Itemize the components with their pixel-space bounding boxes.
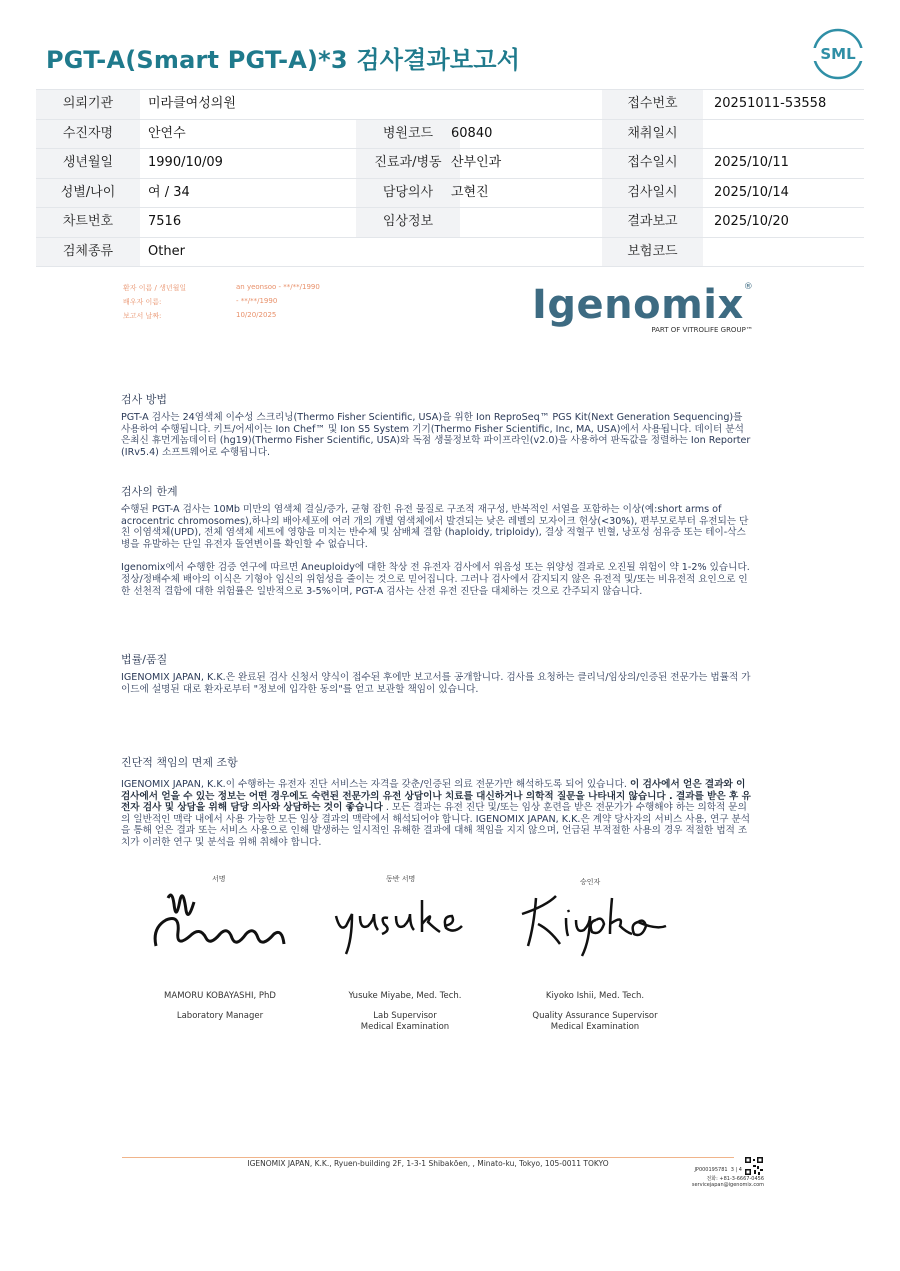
info-label-l1: 성별/나이: [36, 179, 140, 208]
partner-label: 배우자 이름:: [123, 298, 162, 306]
legal-section: [121, 651, 753, 695]
limits-title: 검사의 한계: [121, 485, 178, 498]
info-label-l2: 담당의사: [356, 179, 460, 208]
info-value-v2: [451, 90, 601, 119]
sml-logo-text: SML: [820, 45, 856, 63]
info-value-v1: 미라클여성의원: [148, 96, 236, 111]
disclaimer-bold: 이 검사에서 얻은 결과와 이 검사에서 얻을 수 있는 정보는 어떤 경우에도 숙련된 전문가의 유전 상담이나 치료를 대신하거나 의학적 질문을 나타내지 않습니다 . 결과를 받은 후 유전자 검사 및 상담을 위해 담당 의사와 상담하는 것이 좋습니다: [121, 779, 751, 814]
info-value-v3: 2025/10/20: [714, 214, 789, 229]
signature-label-3: 승인자: [580, 878, 601, 886]
signature-label-1: 서명: [212, 875, 226, 883]
limits-text-1: 수행된 PGT-A 검사는 10Mb 미만의 염색체 결실/증가, 균형 잡힌 유전 물질로 구조적 재구성, 반복적인 서열을 포함하는 이상(예:short arms of acrocentric chromosomes),하나의 배아세포에 여러 개의 개별 염색체에서 발견되는 낮은 레벨의 모자이크 현상(<30%), 편부모로부터 유전되는 단친 이염색체(UPD), 전체 염색체 세트에 영향을 미치는 반수체 및 삼배체 결함 (haploidy, triploidy), 결상 적혈구 빈혈, 낭포성 섬유증 또는 테이-삭스병을 유발하는 단일 유전자 돌연변이를 확인할 수 없습니다.: [121, 504, 749, 550]
partner-value: - **/**/1990: [236, 297, 278, 305]
patient-label: 환자 이름 / 생년월일: [123, 284, 187, 292]
info-value-v1: 7516: [148, 214, 182, 229]
igenomix-logo: [532, 282, 753, 334]
info-value-v2: 60840: [451, 125, 493, 141]
info-label-l2: [356, 238, 460, 267]
signer-role-3a: Quality Assurance Supervisor: [532, 1011, 658, 1021]
signer-role-2b: Medical Examination: [360, 1022, 450, 1032]
info-row: [36, 237, 864, 268]
signature-kiyoko: [516, 890, 676, 960]
vitrolife-sub: PART OF VITROLIFE GROUP™: [651, 326, 753, 334]
info-value-v1: 안연수: [148, 125, 186, 141]
info-label-l3: 보험코드: [602, 238, 703, 267]
info-row: [36, 178, 864, 208]
method-section: [121, 391, 753, 458]
igenomix-wordmark: Igenomix: [532, 282, 744, 328]
info-label-l3: 접수일시: [602, 149, 703, 178]
info-value-v3: [714, 120, 864, 149]
signature-yusuke: [330, 896, 480, 960]
info-label-l1: 수진자명: [36, 120, 140, 149]
info-value-v3: 20251011-53558: [714, 96, 827, 111]
disclaimer-section: [121, 754, 753, 849]
info-value-v1: 1990/10/09: [148, 155, 223, 170]
info-value-v3: 2025/10/14: [714, 184, 789, 200]
info-label-l3: 채취일시: [602, 120, 703, 149]
info-row: [36, 119, 864, 149]
info-value-v2: [451, 208, 601, 237]
signature-mamoru: [150, 888, 290, 960]
info-label-l1: 생년월일: [36, 149, 140, 178]
info-label-l1: 차트번호: [36, 208, 140, 237]
info-label-l3: 검사일시: [602, 179, 703, 208]
report-date-label: 보고서 날짜:: [123, 312, 162, 320]
info-label-l2: 임상정보: [356, 208, 460, 237]
limits-text-2: Igenomix에서 수행한 검증 연구에 따르면 Aneuploidy에 대한 착상 전 유전자 검사에서 위음성 또는 위양성 결과로 오진될 위험이 약 1-2% 있습니다. 정상/정배수체 배아의 이식은 기형아 임신의 위험성을 줄이는 것으로 믿어집니다. 그러나 검사에서 감지되지 않은 유전적 및/또는 비유전적 요인으로 인한 선천적 결함에 대한 위험률은 일반적으로 3-5%이며, PGT-A 검사는 산전 유전 진단을 대체하는 것으로 간주되지 않습니다.: [121, 562, 750, 597]
sml-logo: [812, 28, 864, 80]
signer-name-2: Yusuke Miyabe, Med. Tech.: [348, 991, 462, 1001]
patient-value: an yeonsoo - **/**/1990: [236, 283, 320, 291]
info-label-l1: 검체종류: [36, 238, 140, 267]
report-title: PGT-A(Smart PGT-A)*3 검사결과보고서: [46, 46, 521, 74]
info-value-v1: Other: [148, 243, 185, 259]
disclaimer-title: 진단적 책임의 면제 조항: [121, 756, 238, 769]
method-text: PGT-A 검사는 24염색체 이수성 스크리닝(Thermo Fisher Scientific, USA)을 위한 Ion ReproSeq™ PGS Kit(Next Generation Sequencing)를 사용하여 수행됩니다. 키트/어세이는 Ion Chef™ 및 Ion S5 System 기기(Thermo Fisher Scientific, Inc, MA, USA)에서 사용됩니다. 데이터 분석은최신 휴먼게놈데이터 (hg19)(Thermo Fisher Scientific, USA)와 독점 생물정보학 파이프라인(v2.0)을 사용하여 판독값을 정렬하는 Ion Reporter (IRv5.4) 소프트웨어로 수행됩니다.: [121, 412, 751, 458]
disclaimer-text-2: . 모든 결과는 유전 진단 및/또는 임상 훈련을 받은 전문가가 수행해야 하는 의학적 문의의 일반적인 맥락 내에서 사용 가능한 모든 임상 결과의 맥락에서 해석되어야 합니다. IGENOMIX JAPAN, K.K.은 계약 당사자의 서비스 사용, 연구 분석을 통해 얻은 결과 또는 서비스 사용으로 인해 발생하는 일시적인 유해한 결과에 대해 책임을 지지 않으며, 언급된 부적절한 사용의 경우 적절한 법적 조치가 이러한 연구 및 분석을 위해 취해야 합니다.: [121, 802, 751, 848]
footer-phone: 전화: +81-3-6667-0456: [706, 1176, 764, 1182]
footer-email: servicejapan@igenomix.com: [691, 1182, 764, 1188]
info-value-v2: 산부인과: [451, 155, 502, 170]
report-date-value: 10/20/2025: [236, 311, 277, 319]
qr-code-icon: [745, 1157, 763, 1175]
legal-title: 법률/품질: [121, 653, 168, 666]
footer-doc-code: [660, 1167, 742, 1173]
method-title: 검사 방법: [121, 393, 168, 406]
info-label-l2: 진료과/병동: [356, 149, 460, 178]
disclaimer-text-1: IGENOMIX JAPAN, K.K.이 수행하는 유전자 진단 서비스는 자격을 갖춘/인증된 의료 전문가만 해석하도록 되어 있습니다.: [121, 779, 627, 790]
limits-section: [121, 483, 753, 597]
legal-text: IGENOMIX JAPAN, K.K.은 완료된 검사 신청서 양식이 접수된 후에만 보고서를 공개합니다. 검사를 요청하는 클리닉/임상의/인증된 전문가는 법률적 가이드에 설명된 대로 환자로부터 "정보에 입각한 동의"를 얻고 보관할 책임이 있습니다.: [121, 672, 751, 695]
info-row: [36, 207, 864, 237]
info-row: [36, 89, 864, 119]
doc-code: JP000195781: [694, 1167, 728, 1173]
signer-name-3: Kiyoko Ishii, Med. Tech.: [545, 991, 645, 1001]
info-value-v2: [451, 238, 601, 267]
info-label-l3: 결과보고: [602, 208, 703, 237]
registered-mark: ®: [743, 282, 753, 292]
signer-role-1: Laboratory Manager: [176, 1011, 264, 1021]
signer-name-1: MAMORU KOBAYASHI, PhD: [164, 991, 276, 1001]
info-row: [36, 148, 864, 178]
info-label-l3: 접수번호: [602, 90, 703, 119]
info-label-l2: [356, 90, 460, 119]
disclaimer-text: [121, 779, 753, 849]
footer-address: IGENOMIX JAPAN, K.K., Ryuen-building 2F, 1-3-1 Shibakōen, , Minato-ku, Tokyo, 105-0011 TOKYO: [247, 1159, 609, 1168]
page-number: 3 | 4: [730, 1167, 742, 1173]
info-value-v2: 고현진: [451, 184, 489, 200]
info-label-l2: 병원코드: [356, 120, 460, 149]
info-value-v3: 2025/10/11: [714, 155, 789, 170]
signer-role-2a: Lab Supervisor: [373, 1011, 437, 1021]
footer-divider: [122, 1157, 734, 1158]
signer-role-3b: Medical Examination: [550, 1022, 640, 1032]
signature-label-2: 동반 서명: [386, 875, 416, 883]
info-value-v1: 여 / 34: [148, 184, 190, 200]
info-value-v3: [714, 238, 864, 267]
patient-info-table: [36, 89, 864, 267]
info-label-l1: 의뢰기관: [36, 90, 140, 119]
